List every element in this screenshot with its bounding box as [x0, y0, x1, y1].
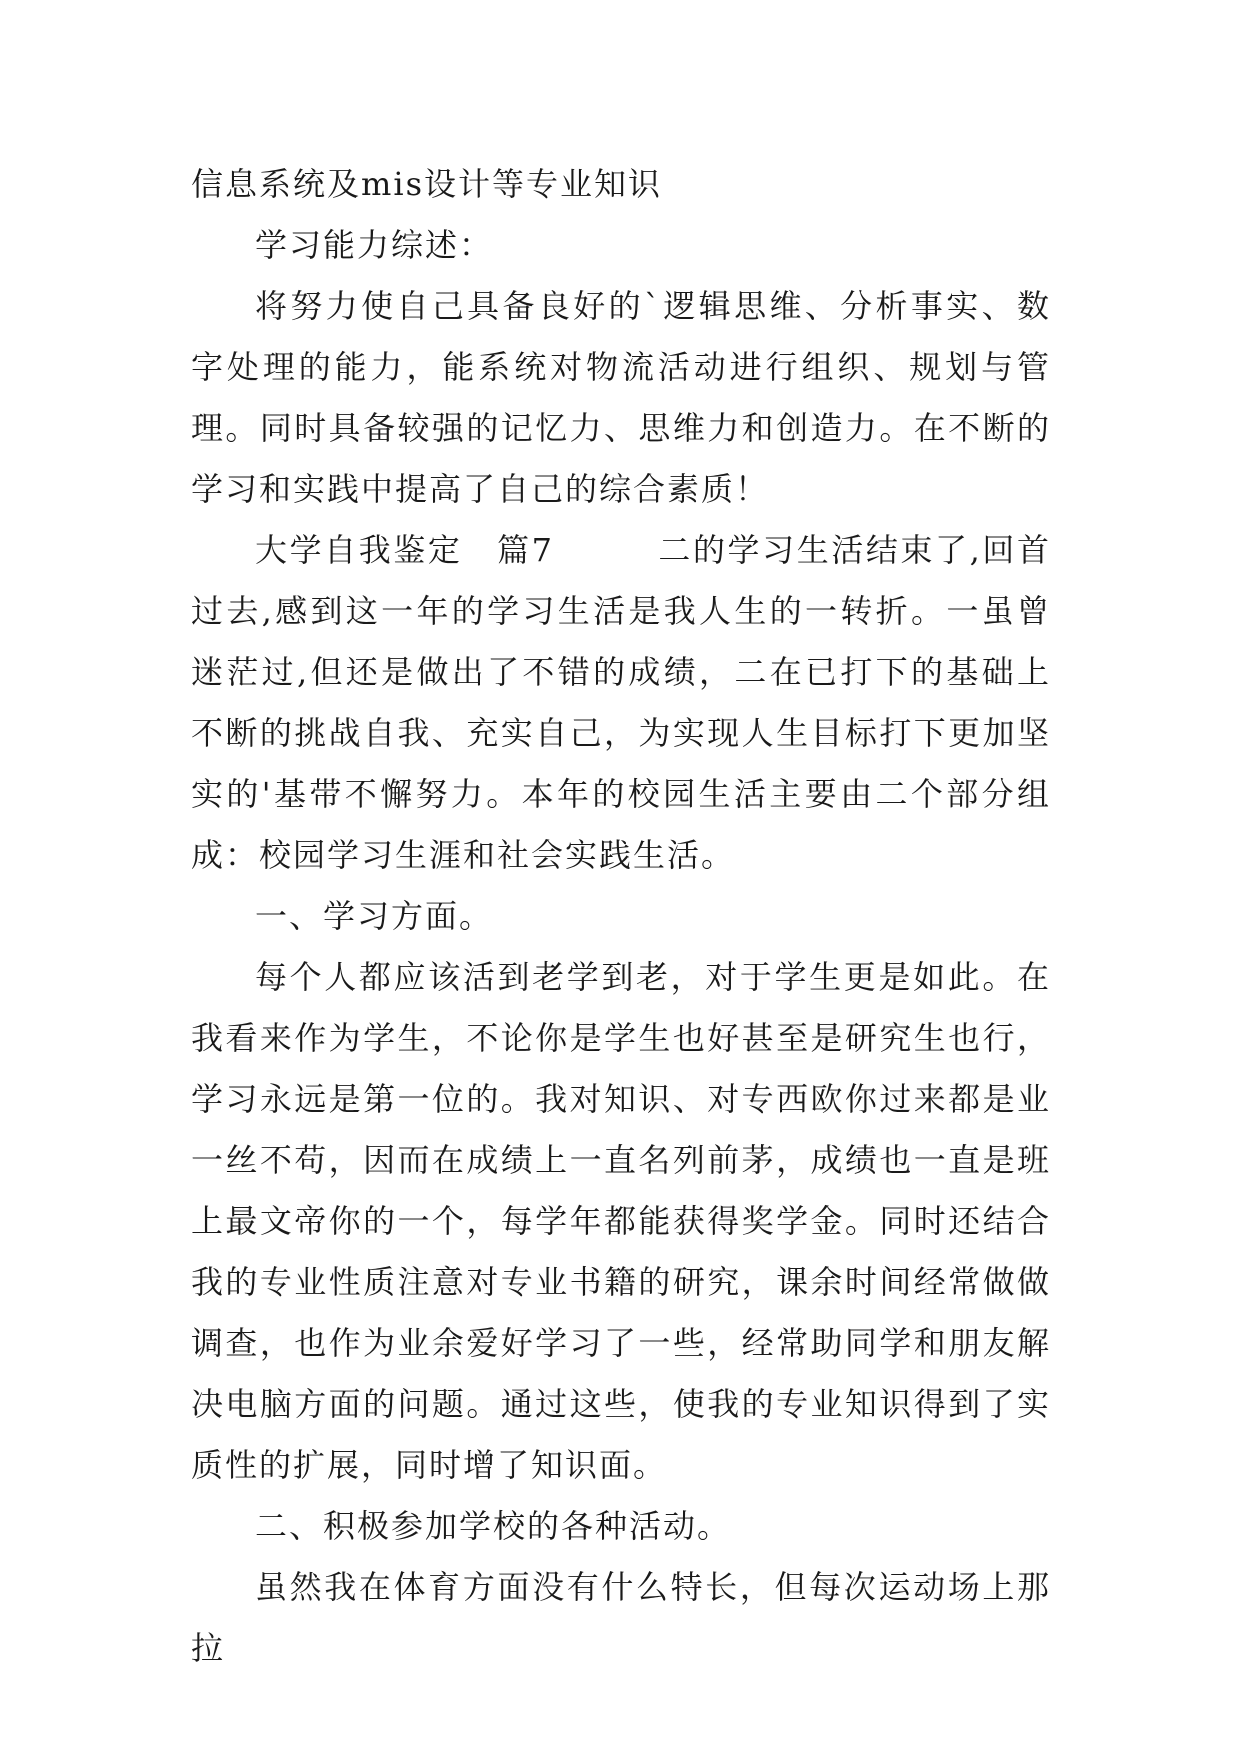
- paragraph-continuation: 信息系统及mis设计等专业知识: [191, 165, 663, 203]
- heading-study-aspect: 一、学习方面。: [255, 897, 494, 935]
- paragraph-self-assessment-7: 大学自我鉴定 篇7 二的学习生活结束了,回首过去,感到这一年的学习生活是我人生的一转折。一虽曾迷茫过,但还是做出了不错的成绩，二在已打下的基础上不断的挑战自我、充实自己，为实现人生目标打下更加坚实的'基带不懈努力。本年的校园生活主要由二个部分组成：校园学习生涯和社会实践生活。: [191, 531, 1051, 874]
- document-body: [191, 154, 1051, 1679]
- paragraph-school-activities: 虽然我在体育方面没有什么特长，但每次运动场上那拉: [191, 1568, 1051, 1667]
- heading-school-activities: 二、积极参加学校的各种活动。: [255, 1507, 732, 1545]
- paragraph-study-aspect: 每个人都应该活到老学到老，对于学生更是如此。在我看来作为学生，不论你是学生也好甚至是研究生也行，学习永远是第一位的。我对知识、对专西欧你过来都是业一丝不苟，因而在成绩上一直名列前茅，成绩也一直是班上最文帝你的一个，每学年都能获得奖学金。同时还结合我的专业性质注意对专业书籍的研究，课余时间经常做做调查，也作为业余爱好学习了一些，经常助同学和朋友解决电脑方面的问题。通过这些，使我的专业知识得到了实质性的扩展，同时增了知识面。: [191, 958, 1051, 1484]
- paragraph-learning-ability: 将努力使自己具备良好的`逻辑思维、分析事实、数字处理的能力，能系统对物流活动进行组织、规划与管理。同时具备较强的记忆力、思维力和创造力。在不断的学习和实践中提高了自己的综合素质！: [191, 287, 1051, 508]
- heading-learning-ability-summary: 学习能力综述：: [255, 226, 494, 264]
